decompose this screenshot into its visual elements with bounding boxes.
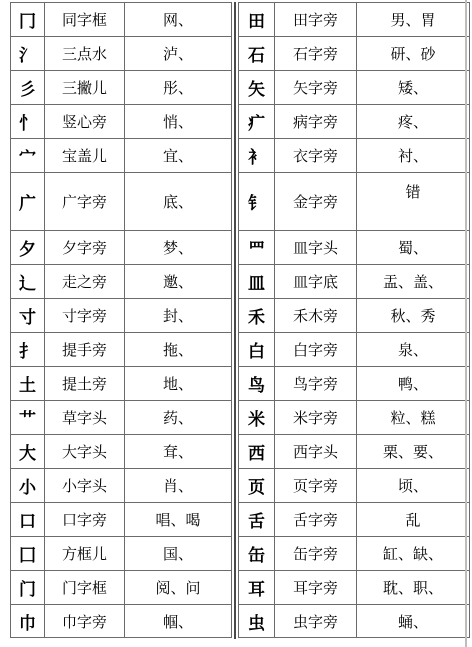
radical-name-cell: 大字头 (44, 434, 124, 468)
page-edge (465, 0, 467, 647)
example-chars-cell: 肖、 (124, 468, 232, 502)
example-chars-cell: 封、 (124, 298, 232, 332)
table-row (238, 172, 470, 230)
radical-table-left (10, 2, 232, 638)
table-row (10, 468, 232, 502)
table-row (10, 604, 232, 638)
table-row (238, 298, 470, 332)
radical-cell: 田 (238, 2, 274, 36)
radical-cell: 扌 (10, 332, 44, 366)
radical-cell: 夕 (10, 230, 44, 264)
example-chars-cell: 底、 (124, 172, 232, 230)
example-chars-cell: 唱、喝 (124, 502, 232, 536)
radical-name-cell: 巾字旁 (44, 604, 124, 638)
example-chars-cell: 梦、 (124, 230, 232, 264)
table-row (238, 138, 470, 172)
radical-name-cell: 走之旁 (44, 264, 124, 298)
example-chars-cell: 男、胃 (356, 2, 470, 36)
radical-name-cell: 三点水 (44, 36, 124, 70)
radical-name-cell: 衣字旁 (274, 138, 356, 172)
radical-name-cell: 皿字底 (274, 264, 356, 298)
radical-name-cell: 矢字旁 (274, 70, 356, 104)
radical-cell: 虫 (238, 604, 274, 638)
radical-name-cell: 鸟字旁 (274, 366, 356, 400)
right-table-body (238, 2, 470, 638)
radical-cell: 罒 (238, 230, 274, 264)
example-chars-cell: 研、砂 (356, 36, 470, 70)
radical-name-cell: 同字框 (44, 2, 124, 36)
example-chars-cell: 顷、 (356, 468, 470, 502)
example-chars-cell: 鸭、 (356, 366, 470, 400)
table-row (238, 434, 470, 468)
left-table-body (10, 2, 232, 638)
example-chars-cell: 衬、 (356, 138, 470, 172)
radical-name-cell: 提手旁 (44, 332, 124, 366)
radical-cell: 疒 (238, 104, 274, 138)
table-row (238, 536, 470, 570)
example-chars-cell: 阅、问 (124, 570, 232, 604)
radical-cell: 氵 (10, 36, 44, 70)
radical-name-cell: 皿字头 (274, 230, 356, 264)
radical-name-cell: 舌字旁 (274, 502, 356, 536)
radical-name-cell: 米字旁 (274, 400, 356, 434)
table-row (238, 264, 470, 298)
table-row (238, 604, 470, 638)
example-chars-cell: 网、 (124, 2, 232, 36)
radical-name-cell: 金字旁 (274, 172, 356, 230)
radical-cell: 皿 (238, 264, 274, 298)
table-row (10, 36, 232, 70)
radical-name-cell: 门字框 (44, 570, 124, 604)
radical-name-cell: 白字旁 (274, 332, 356, 366)
radical-name-cell: 三撇儿 (44, 70, 124, 104)
table-row (238, 400, 470, 434)
radical-cell: 矢 (238, 70, 274, 104)
example-chars-cell: 泉、 (356, 332, 470, 366)
table-row (10, 138, 232, 172)
table-row (10, 2, 232, 36)
example-chars-cell: 泸、 (124, 36, 232, 70)
table-row (238, 332, 470, 366)
radical-name-cell: 缶字旁 (274, 536, 356, 570)
table-row (238, 36, 470, 70)
radical-cell: 白 (238, 332, 274, 366)
radical-name-cell: 小字头 (44, 468, 124, 502)
example-chars-cell: 悄、 (124, 104, 232, 138)
radical-cell: 广 (10, 172, 44, 230)
radical-cell: 米 (238, 400, 274, 434)
table-row (10, 400, 232, 434)
radical-cell: 舌 (238, 502, 274, 536)
radical-name-cell: 草字头 (44, 400, 124, 434)
radical-name-cell: 夕字旁 (44, 230, 124, 264)
table-row (10, 332, 232, 366)
radical-cell: 囗 (10, 536, 44, 570)
table-row (238, 502, 470, 536)
radical-cell: 寸 (10, 298, 44, 332)
example-chars-cell: 国、 (124, 536, 232, 570)
radical-name-cell: 广字旁 (44, 172, 124, 230)
example-chars-cell: 蜀、 (356, 230, 470, 264)
radical-cell: 小 (10, 468, 44, 502)
radical-name-cell: 石字旁 (274, 36, 356, 70)
radical-cell: 钅 (238, 172, 274, 230)
radical-cell: 西 (238, 434, 274, 468)
radical-cell: 大 (10, 434, 44, 468)
example-chars-cell: 邀、 (124, 264, 232, 298)
radical-cell: 冂 (10, 2, 44, 36)
table-row (10, 264, 232, 298)
example-chars-cell: 秋、秀 (356, 298, 470, 332)
example-chars-cell: 矮、 (356, 70, 470, 104)
radical-name-cell: 禾木旁 (274, 298, 356, 332)
example-chars-cell: 疼、 (356, 104, 470, 138)
table-row (238, 230, 470, 264)
radical-name-cell: 虫字旁 (274, 604, 356, 638)
table-row (238, 70, 470, 104)
table-row (10, 70, 232, 104)
table-row (10, 536, 232, 570)
radical-cell: 忄 (10, 104, 44, 138)
radical-cell: 口 (10, 502, 44, 536)
radical-name-cell: 方框儿 (44, 536, 124, 570)
example-chars-cell: 宜、 (124, 138, 232, 172)
table-row (238, 104, 470, 138)
table-row (10, 502, 232, 536)
table-row (238, 468, 470, 502)
radical-name-cell: 竖心旁 (44, 104, 124, 138)
radical-name-cell: 病字旁 (274, 104, 356, 138)
example-chars-cell: 地、 (124, 366, 232, 400)
radical-cell: 宀 (10, 138, 44, 172)
table-row (238, 2, 470, 36)
table-row (10, 230, 232, 264)
radical-name-cell: 口字旁 (44, 502, 124, 536)
radical-cell: 土 (10, 366, 44, 400)
column-divider (234, 2, 236, 639)
radical-table-right (238, 2, 470, 638)
example-chars-cell: 栗、要、 (356, 434, 470, 468)
radical-cell: 石 (238, 36, 274, 70)
radical-cell: 耳 (238, 570, 274, 604)
radical-cell: 艹 (10, 400, 44, 434)
radical-name-cell: 耳字旁 (274, 570, 356, 604)
example-chars-cell: 彤、 (124, 70, 232, 104)
example-chars-cell: 错 (356, 172, 470, 230)
table-row (10, 172, 232, 230)
example-chars-cell: 帼、 (124, 604, 232, 638)
radical-name-cell: 宝盖儿 (44, 138, 124, 172)
radical-cell: 辶 (10, 264, 44, 298)
table-row (10, 434, 232, 468)
radical-cell: 缶 (238, 536, 274, 570)
example-chars-cell: 缸、缺、 (356, 536, 470, 570)
radical-cell: 鸟 (238, 366, 274, 400)
table-row (10, 570, 232, 604)
radical-cell: 禾 (238, 298, 274, 332)
radical-cell: 门 (10, 570, 44, 604)
radical-cell: 页 (238, 468, 274, 502)
example-chars-cell: 耷、 (124, 434, 232, 468)
table-row (238, 366, 470, 400)
table-row (238, 570, 470, 604)
example-chars-cell: 药、 (124, 400, 232, 434)
radical-name-cell: 页字旁 (274, 468, 356, 502)
radical-name-cell: 西字头 (274, 434, 356, 468)
example-chars-cell: 耽、职、 (356, 570, 470, 604)
radical-cell: 衤 (238, 138, 274, 172)
radical-cell: 彡 (10, 70, 44, 104)
radical-name-cell: 提土旁 (44, 366, 124, 400)
table-row (10, 366, 232, 400)
table-row (10, 298, 232, 332)
example-chars-cell: 乱 (356, 502, 470, 536)
example-chars-cell: 盂、盖、 (356, 264, 470, 298)
radical-name-cell: 田字旁 (274, 2, 356, 36)
example-chars-cell: 拖、 (124, 332, 232, 366)
table-row (10, 104, 232, 138)
radical-name-cell: 寸字旁 (44, 298, 124, 332)
radical-cell: 巾 (10, 604, 44, 638)
example-chars-cell: 粒、糕 (356, 400, 470, 434)
example-chars-cell: 蛹、 (356, 604, 470, 638)
